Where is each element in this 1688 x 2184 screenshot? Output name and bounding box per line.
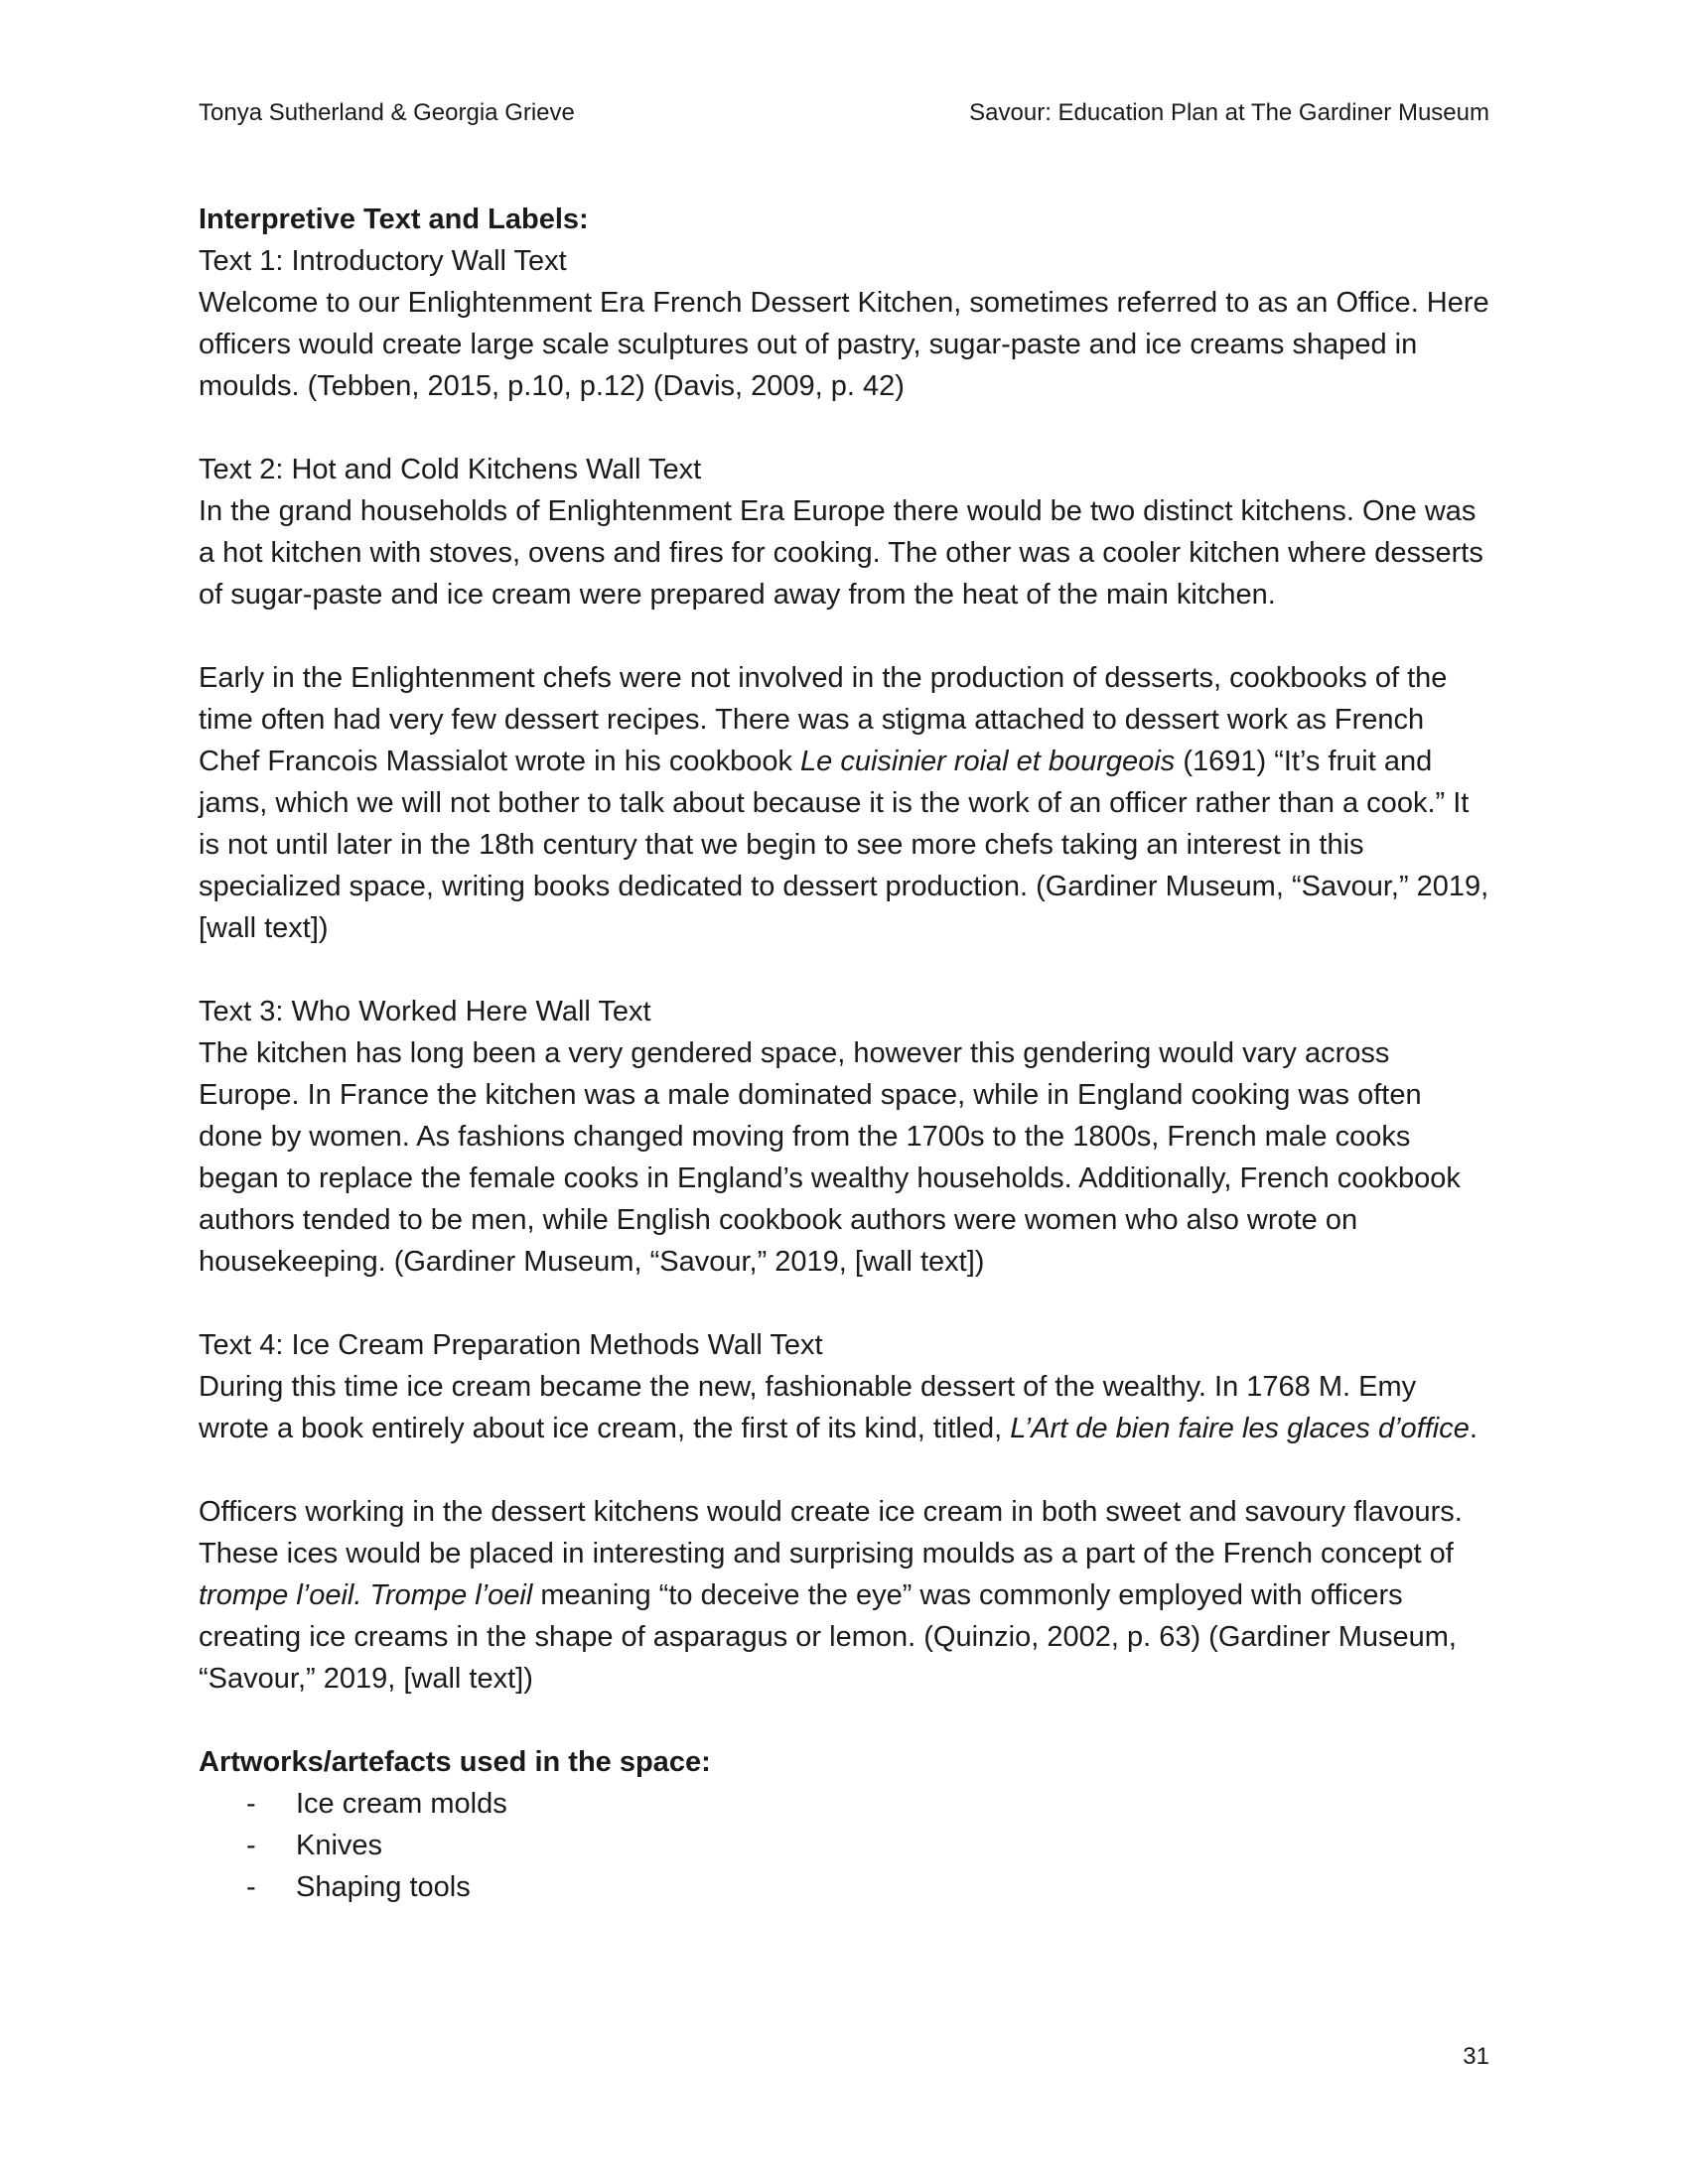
text2-para2-start: Early in the Enlightenment chefs were not involved in the production of desserts, cookbooks of the time often had very few dessert recipes. There was a stigma attached to dessert work as French Chef Francois Massialot wrote in his cookbook [199, 662, 1448, 777]
trompe-loeil-term: trompe l’oeil. Trompe l’oeil [199, 1579, 533, 1611]
header-document-title: Savour: Education Plan at The Gardiner Museum [969, 99, 1489, 126]
text4-title: Text 4: Ice Cream Preparation Methods Wall Text [199, 1329, 823, 1361]
text1-title: Text 1: Introductory Wall Text [199, 245, 567, 277]
header-authors: Tonya Sutherland & Georgia Grieve [199, 99, 575, 126]
text2-paragraph-2 [199, 657, 1489, 949]
text4-paragraph-1 [199, 1366, 1489, 1449]
list-item-label: Ice cream molds [296, 1788, 507, 1820]
section-heading-artefacts: Artworks/artefacts used in the space: [199, 1746, 711, 1778]
text4-para1-start: During this time ice cream became the new, fashionable dessert of the wealthy. In 1768 M. Emy wrote a book entirely about ice cream, the first of its kind, titled, [199, 1371, 1417, 1444]
list-item-label: Knives [296, 1830, 383, 1861]
cookbook-title: Le cuisinier roial et bourgeois [800, 746, 1176, 777]
page-header [199, 99, 1489, 131]
section-heading-interpretive-text: Interpretive Text and Labels: [199, 204, 589, 235]
list-bullet: - [246, 1788, 256, 1820]
text4-para2-start: Officers working in the dessert kitchens would create ice cream in both sweet and savoury flavours. These ices would be placed in interesting and surprising moulds as a part of the French concept of [199, 1496, 1463, 1570]
list-bullet: - [246, 1830, 256, 1861]
text3-title: Text 3: Who Worked Here Wall Text [199, 996, 651, 1027]
artefacts-list [199, 1783, 1489, 1908]
text4-para1-end: . [1469, 1413, 1477, 1444]
list-item [199, 1783, 1489, 1825]
text2-paragraph-1: In the grand households of Enlightenment Era Europe there would be two distinct kitchens. One was a hot kitchen with stoves, ovens and fires for cooking. The other was a cooler kitchen where desserts of sugar-paste and ice cream were prepared away from the heat of the main kitchen. [199, 495, 1483, 611]
book-title: L’Art de bien faire les glaces d’office [1010, 1413, 1470, 1444]
text1-body: Welcome to our Enlightenment Era French Dessert Kitchen, sometimes referred to as an Office. Here officers would create large scale sculptures out of pastry, sugar-paste and ice creams shaped in moulds. (Tebben, 2015, p.10, p.12) (Davis, 2009, p. 42) [199, 287, 1489, 402]
page-content [199, 199, 1489, 1908]
text2-para2-end: (1691) “It’s fruit and jams, which we will not bother to talk about because it is the work of an officer rather than a cook.” It is not until later in the 18th century that we begin to see more chefs taking an interest in this specialized space, writing books dedicated to dessert production. (Gardiner Museum, “Savour,” 2019, [wall text]) [199, 746, 1489, 944]
list-item-label: Shaping tools [296, 1871, 471, 1903]
text3-body: The kitchen has long been a very gendered space, however this gendering would vary across Europe. In France the kitchen was a male dominated space, while in England cooking was often done by women. As fashions changed moving from the 1700s to the 1800s, French male cooks began to replace the female cooks in England’s wealthy households. Additionally, French cookbook authors tended to be men, while English cookbook authors were women who also wrote on housekeeping. (Gardiner Museum, “Savour,” 2019, [wall text]) [199, 1037, 1461, 1278]
text4-paragraph-2 [199, 1491, 1489, 1700]
list-bullet: - [246, 1871, 256, 1903]
list-item [199, 1825, 1489, 1866]
list-item [199, 1866, 1489, 1908]
page-number: 31 [1463, 2043, 1489, 2070]
text2-title: Text 2: Hot and Cold Kitchens Wall Text [199, 454, 702, 485]
text4-para2-end: meaning “to deceive the eye” was commonly employed with officers creating ice creams in the shape of asparagus or lemon. (Quinzio, 2002, p. 63) (Gardiner Museum, “Savour,” 2019, [wall text]) [199, 1579, 1457, 1695]
